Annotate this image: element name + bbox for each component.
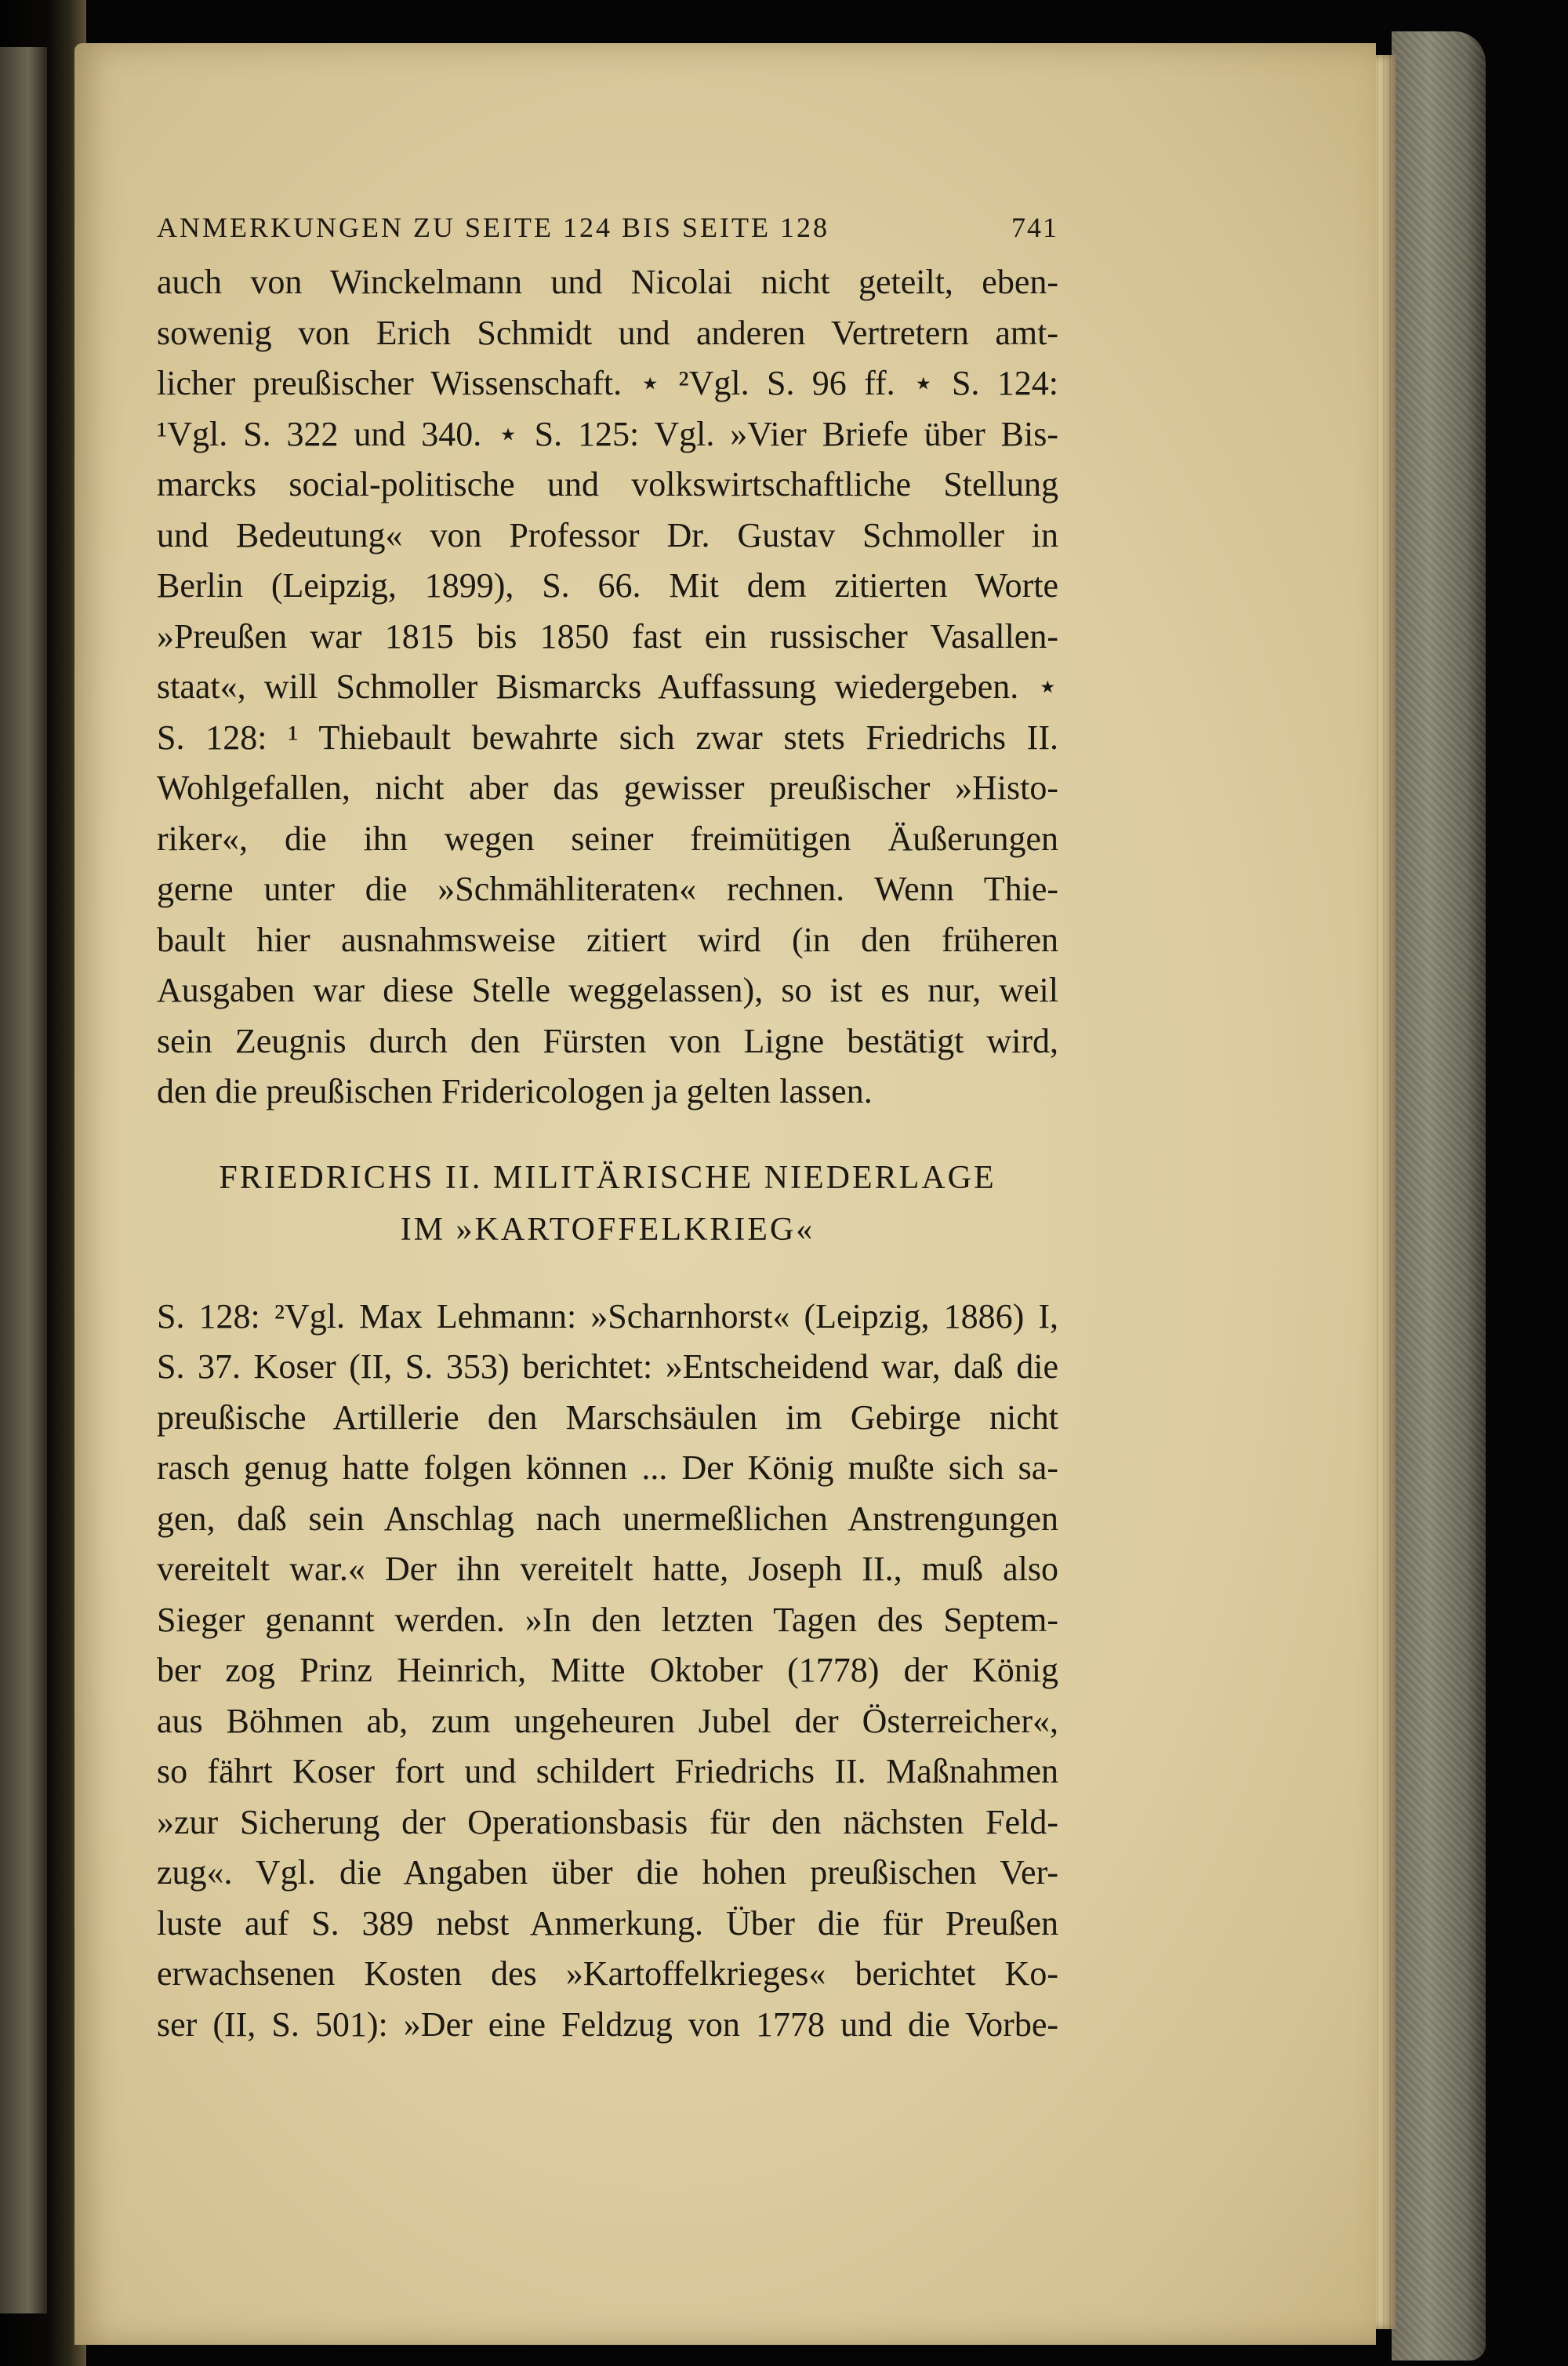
text-line: Berlin (Leipzig, 1899), S. 66. Mit dem zitierten Worte — [157, 566, 1058, 605]
text-line: »zur Sicherung der Operationsbasis für den nächsten Feld- — [157, 1802, 1058, 1841]
text-line: vereitelt war.« Der ihn vereitelt hatte, Joseph II., muß also — [157, 1550, 1058, 1588]
text-line: staat«, will Schmoller Bismarcks Auffassung wiedergeben. ⋆ — [157, 667, 1058, 706]
text-line: Wohlgefallen, nicht aber das gewisser preußischer »Histo- — [157, 769, 1058, 807]
text-line: auch von Winckelmann und Nicolai nicht geteilt, eben- — [157, 263, 1058, 301]
text-line: zug«. Vgl. die Angaben über die hohen preußischen Ver- — [157, 1853, 1058, 1892]
text-line: S. 128: ¹ Thiebault bewahrte sich zwar stets Friedrichs II. — [157, 718, 1058, 757]
text-line: ¹Vgl. S. 322 und 340. ⋆ S. 125: Vgl. »Vier Briefe über Bis- — [157, 414, 1058, 453]
text-line: Sieger genannt werden. »In den letzten Tagen des Septem- — [157, 1600, 1058, 1639]
text-line: den die preußischen Fridericologen ja gelten lassen. — [157, 1072, 873, 1110]
text-line: erwachsenen Kosten des »Kartoffelkrieges« berichtet Ko- — [157, 1954, 1058, 1993]
text-line: »Preußen war 1815 bis 1850 fast ein russischer Vasallen- — [157, 616, 1058, 656]
text-line: sowenig von Erich Schmidt und anderen Vertretern amt- — [157, 313, 1058, 352]
text-line: Ausgaben war diese Stelle weggelassen), so ist es nur, weil — [157, 971, 1058, 1009]
text-line: gen, daß sein Anschlag nach unermeßlichen Anstrengungen — [157, 1499, 1058, 1538]
book-binding — [1392, 31, 1486, 2361]
paragraph-kartoffelkrieg — [157, 1292, 1058, 2051]
text-line: sein Zeugnis durch den Fürsten von Ligne bestätigt wird, — [157, 1021, 1058, 1060]
text-line: bault hier ausnahmsweise zitiert wird (in den früheren — [157, 920, 1058, 959]
paragraph-notes-124-128 — [157, 257, 1058, 1118]
text-line: rasch genug hatte folgen können ... Der König mußte sich sa- — [157, 1448, 1058, 1487]
running-head — [157, 204, 1058, 251]
text-line: preußische Artillerie den Marschsäulen im Gebirge nicht — [157, 1397, 1058, 1437]
page-text — [157, 204, 1058, 2050]
text-line: S. 37. Koser (II, S. 353) berichtet: »Entscheidend war, daß die — [157, 1347, 1058, 1386]
text-line: so fährt Koser fort und schildert Friedrichs II. Maßnahmen — [157, 1752, 1058, 1790]
section-heading — [157, 1152, 1058, 1256]
page-number: 741 — [1011, 212, 1058, 243]
text-line: ber zog Prinz Heinrich, Mitte Oktober (1778) der König — [157, 1651, 1058, 1689]
section-heading-line: IM »KARTOFFELKRIEG« — [400, 1211, 815, 1248]
text-line: aus Böhmen ab, zum ungeheuren Jubel der Österreicher«, — [157, 1701, 1058, 1740]
text-line: und Bedeutung« von Professor Dr. Gustav Schmoller in — [157, 515, 1058, 554]
left-cover-edge — [0, 47, 47, 2313]
text-line: marcks social-politische und volkswirtschaftliche Stellung — [157, 465, 1058, 503]
text-line: gerne unter die »Schmähliteraten« rechnen. Wenn Thie- — [157, 870, 1058, 908]
text-line: licher preußischer Wissenschaft. ⋆ ²Vgl. S. 96 ff. ⋆ S. 124: — [157, 364, 1058, 402]
text-line: ser (II, S. 501): »Der eine Feldzug von 1778 und die Vorbe- — [157, 2004, 1058, 2044]
running-head-title: ANMERKUNGEN ZU SEITE 124 BIS SEITE 128 — [157, 212, 829, 243]
text-line: riker«, die ihn wegen seiner freimütigen Äußerungen — [157, 819, 1058, 858]
section-heading-line: FRIEDRICHS II. MILITÄRISCHE NIEDERLAGE — [219, 1159, 996, 1196]
text-line: S. 128: ²Vgl. Max Lehmann: »Scharnhorst« (Leipzig, 1886) I, — [157, 1296, 1058, 1336]
text-line: luste auf S. 389 nebst Anmerkung. Über die für Preußen — [157, 1903, 1058, 1943]
